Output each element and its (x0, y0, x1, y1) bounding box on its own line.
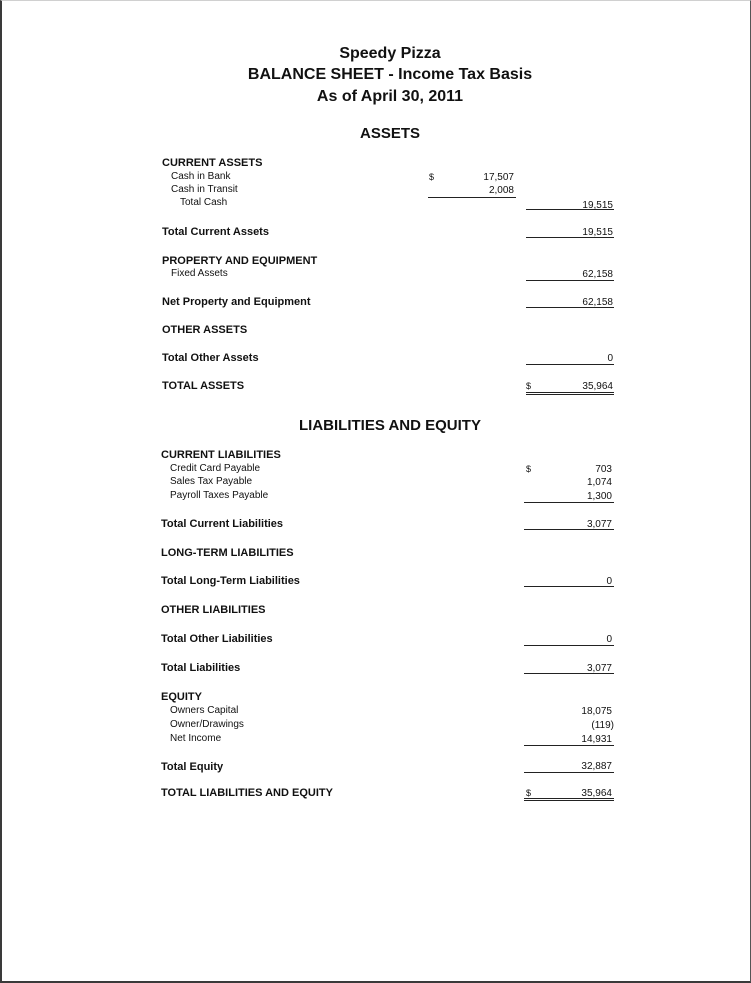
cash-in-transit-label: Cash in Transit (171, 184, 238, 195)
double-underline (524, 800, 614, 801)
owner-drawings-value: (119) (591, 720, 614, 731)
currency-symbol: $ (526, 464, 532, 474)
underline (526, 237, 614, 238)
total-equity-label: Total Equity (161, 761, 224, 773)
owners-capital-label: Owners Capital (170, 705, 239, 716)
total-equity-value: 32,887 (581, 761, 612, 772)
company-name: Speedy Pizza (339, 45, 441, 62)
total-assets-label: TOTAL ASSETS (162, 380, 245, 392)
underline (524, 586, 614, 587)
total-current-assets-label: Total Current Assets (162, 226, 269, 238)
currency-symbol: $ (526, 788, 532, 798)
credit-card-value: 703 (595, 464, 612, 475)
long-term-liabilities-label: LONG-TERM LIABILITIES (161, 547, 294, 559)
underline (524, 529, 614, 530)
cash-in-bank-value: 17,507 (483, 172, 514, 183)
total-other-assets-value: 0 (607, 353, 613, 364)
total-liabilities-equity-value: 35,964 (581, 788, 612, 799)
double-underline (526, 392, 614, 393)
equity-label: EQUITY (161, 691, 202, 703)
current-assets-label: CURRENT ASSETS (162, 157, 263, 169)
total-long-term-label: Total Long-Term Liabilities (161, 575, 300, 587)
total-other-assets-label: Total Other Assets (162, 352, 259, 364)
currency-symbol: $ (526, 381, 532, 391)
fixed-assets-value: 62,158 (582, 269, 613, 280)
report-title: BALANCE SHEET - Income Tax Basis (247, 66, 533, 83)
underline (526, 364, 614, 365)
cash-in-bank-label: Cash in Bank (171, 171, 231, 182)
total-current-assets-value: 19,515 (582, 227, 613, 238)
fixed-assets-label: Fixed Assets (171, 268, 228, 279)
double-underline (524, 798, 614, 799)
underline (524, 502, 614, 503)
owner-drawings-label: Owner/Drawings (170, 719, 244, 730)
liabilities-equity-heading: LIABILITIES AND EQUITY (299, 417, 481, 434)
total-long-term-value: 0 (606, 576, 612, 587)
owners-capital-value: 18,075 (581, 706, 612, 717)
net-property-label: Net Property and Equipment (162, 296, 311, 308)
payroll-taxes-label: Payroll Taxes Payable (170, 490, 269, 501)
other-assets-label: OTHER ASSETS (162, 324, 248, 336)
cash-in-transit-value: 2,008 (488, 185, 514, 196)
total-other-liabilities-label: Total Other Liabilities (161, 633, 273, 645)
underline (526, 307, 614, 308)
report-date: As of April 30, 2011 (316, 88, 464, 105)
double-underline (526, 394, 614, 395)
total-liabilities-equity-label: TOTAL LIABILITIES AND EQUITY (161, 787, 333, 799)
total-liabilities-label: Total Liabilities (161, 662, 241, 674)
total-liabilities-value: 3,077 (586, 663, 612, 674)
property-equipment-label: PROPERTY AND EQUIPMENT (162, 255, 318, 267)
total-cash-value: 19,515 (582, 200, 613, 211)
currency-symbol: $ (429, 172, 435, 182)
credit-card-label: Credit Card Payable (170, 463, 261, 474)
payroll-taxes-value: 1,300 (586, 491, 612, 502)
current-liabilities-label: CURRENT LIABILITIES (161, 449, 281, 461)
net-property-value: 62,158 (582, 297, 613, 308)
underline (524, 772, 614, 773)
total-assets-value: 35,964 (582, 381, 613, 392)
total-cash-label: Total Cash (180, 197, 228, 208)
sales-tax-label: Sales Tax Payable (170, 476, 253, 487)
underline (526, 280, 614, 281)
underline (428, 197, 516, 198)
total-current-liabilities-value: 3,077 (586, 519, 612, 530)
assets-heading: ASSETS (359, 125, 421, 142)
other-liabilities-label: OTHER LIABILITIES (161, 604, 266, 616)
underline (524, 745, 614, 746)
sales-tax-value: 1,074 (586, 477, 612, 488)
underline (524, 645, 614, 646)
underline (524, 673, 614, 674)
net-income-label: Net Income (170, 733, 222, 744)
total-other-liabilities-value: 0 (606, 634, 612, 645)
net-income-value: 14,931 (581, 734, 612, 745)
total-current-liabilities-label: Total Current Liabilities (161, 518, 284, 530)
